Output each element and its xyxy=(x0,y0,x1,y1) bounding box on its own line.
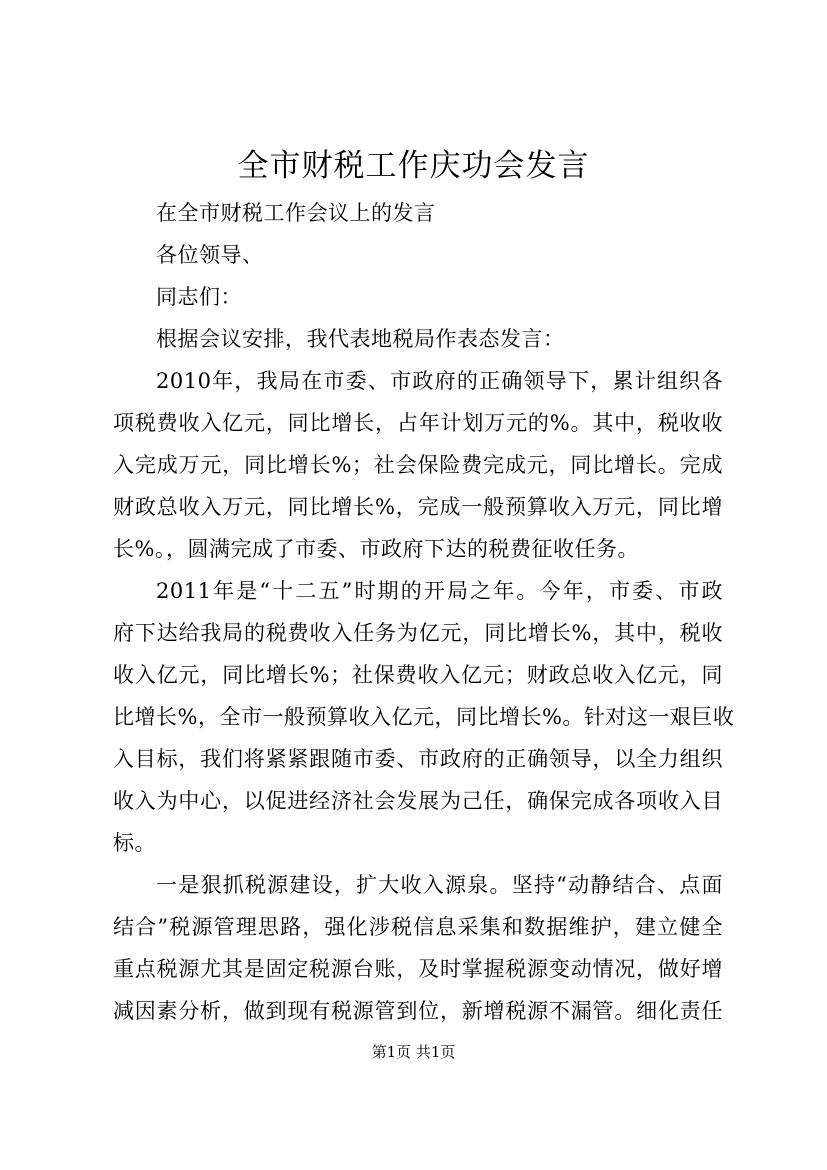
paragraph-line: 比增长%，全市一般预算收入亿元，同比增长%。针对这一艰巨收 xyxy=(113,705,735,729)
paragraph-line: 项税费收入亿元，同比增长，占年计划万元的%。其中，税收收 xyxy=(113,411,723,435)
paragraph-line: 财政总收入万元，同比增长%，完成一般预算收入万元，同比增 xyxy=(113,495,723,519)
paragraph-line: 标。 xyxy=(113,831,156,855)
paragraph-line: 减因素分析，做到现有税源管到位，新增税源不漏管。细化责任 xyxy=(113,999,723,1023)
paragraph-line: 根据会议安排，我代表地税局作表态发言： xyxy=(156,327,565,351)
paragraph-line: 长%。，圆满完成了市委、市政府下达的税费征收任务。 xyxy=(113,537,639,561)
document-title: 全市财税工作庆功会发言 xyxy=(237,148,590,184)
salutation-line: 各位领导、 xyxy=(156,243,264,267)
paragraph-line: 收入为中心，以促进经济社会发展为己任，确保完成各项收入目 xyxy=(113,789,723,813)
salutation-line: 同志们： xyxy=(156,285,242,309)
paragraph-line: 收入亿元，同比增长%；社保费收入亿元；财政总收入亿元，同 xyxy=(113,663,723,687)
paragraph-line: 结合”税源管理思路，强化涉税信息采集和数据维护，建立健全 xyxy=(113,915,723,939)
paragraph-line: 府下达给我局的税费收入任务为亿元，同比增长%，其中，税收 xyxy=(113,621,723,645)
subtitle-line: 在全市财税工作会议上的发言 xyxy=(156,201,436,225)
paragraph-line: 2011年是“十二五”时期的开局之年。今年，市委、市政 xyxy=(156,579,723,603)
paragraph-line: 2010年，我局在市委、市政府的正确领导下，累计组织各 xyxy=(156,369,723,393)
paragraph-line: 入完成万元，同比增长%；社会保险费完成元，同比增长。完成 xyxy=(113,453,723,477)
paragraph-line: 一是狠抓税源建设，扩大收入源泉。坚持“动静结合、点面 xyxy=(156,873,723,897)
paragraph-line: 入目标，我们将紧紧跟随市委、市政府的正确领导，以全力组织 xyxy=(113,747,723,771)
page-number: 第1页 共1页 xyxy=(371,1043,456,1061)
paragraph-line: 重点税源尤其是固定税源台账，及时掌握税源变动情况，做好增 xyxy=(113,957,723,981)
